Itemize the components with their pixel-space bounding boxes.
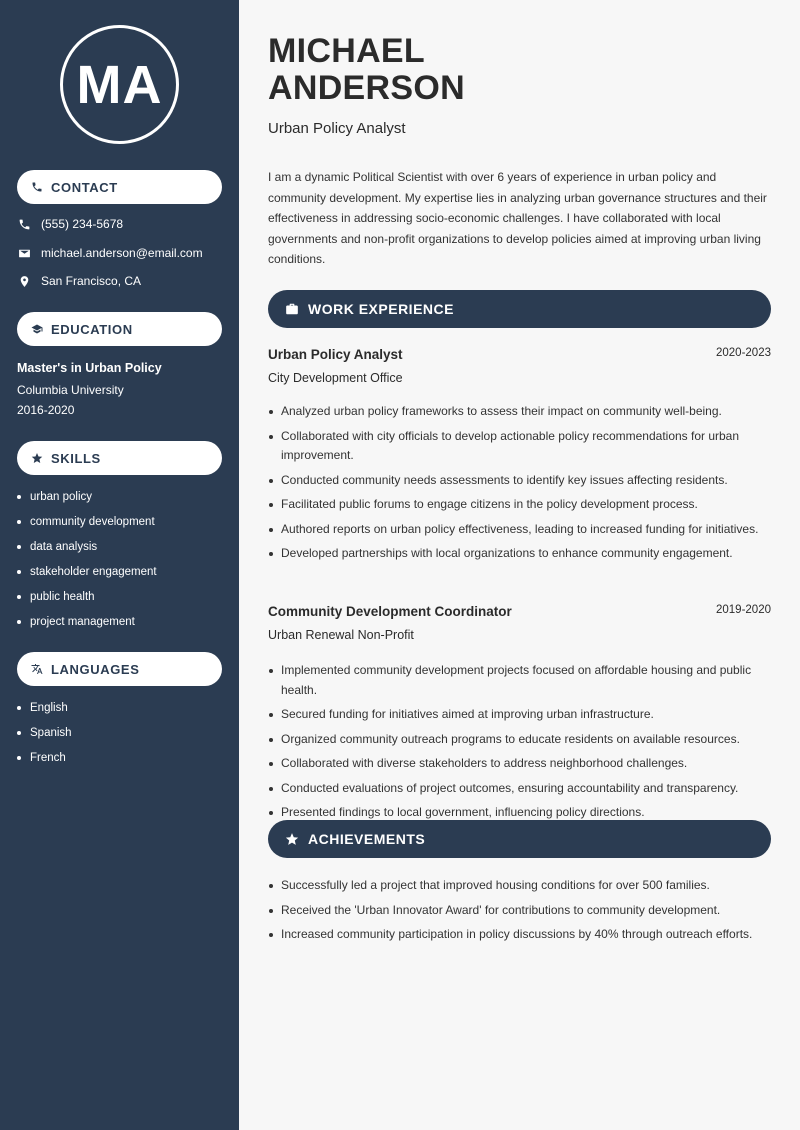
- education-years: 2016-2020: [17, 403, 75, 417]
- language-item: Spanish: [17, 720, 227, 745]
- skill-item: data analysis: [17, 534, 227, 559]
- list-item: Conducted evaluations of project outcomes, ensuring accountability and transparency.: [268, 779, 771, 799]
- job-organization: Urban Renewal Non-Profit: [268, 628, 414, 642]
- skill-item: project management: [17, 609, 227, 634]
- list-item: Analyzed urban policy frameworks to assess their impact on community well-being.: [268, 402, 771, 422]
- name-first: MICHAEL: [268, 32, 425, 70]
- job-title: Community Development Coordinator: [268, 604, 512, 619]
- phone-icon: [31, 181, 43, 193]
- phone-icon: [17, 217, 31, 231]
- location-pin-icon: [17, 274, 31, 288]
- list-item: Received the 'Urban Innovator Award' for contributions to community development.: [268, 901, 771, 921]
- list-item: Organized community outreach programs to educate residents on available resources.: [268, 730, 771, 750]
- full-name: [268, 33, 465, 107]
- achievements-heading: [268, 820, 771, 858]
- list-item: Collaborated with city officials to develop actionable policy recommendations for urban improvement.: [268, 427, 771, 466]
- skills-list: [17, 484, 227, 634]
- job-title: Urban Policy Analyst: [268, 347, 403, 362]
- education-entry: [17, 361, 227, 420]
- list-item: Facilitated public forums to engage citizens in the policy development process.: [268, 495, 771, 515]
- briefcase-icon: [285, 302, 299, 316]
- contact-email-text: michael.anderson@email.com: [41, 246, 203, 260]
- languages-list: [17, 695, 227, 770]
- star-icon: [31, 452, 43, 464]
- list-item: Successfully led a project that improved housing conditions for over 500 families.: [268, 876, 771, 896]
- sidebar: [0, 0, 239, 1130]
- list-item: Conducted community needs assessments to identify key issues affecting residents.: [268, 471, 771, 491]
- education-degree: Master's in Urban Policy: [17, 361, 162, 375]
- language-item: French: [17, 745, 227, 770]
- skill-item: stakeholder engagement: [17, 559, 227, 584]
- education-heading: [17, 312, 222, 346]
- list-item: Developed partnerships with local organizations to enhance community engagement.: [268, 544, 771, 564]
- skill-item: urban policy: [17, 484, 227, 509]
- list-item: Authored reports on urban policy effectiveness, leading to increased funding for initiatives.: [268, 520, 771, 540]
- avatar: MA: [60, 25, 179, 144]
- contact-location-text: San Francisco, CA: [41, 274, 142, 288]
- list-item: Implemented community development projects focused on affordable housing and public health.: [268, 661, 771, 700]
- list-item: Secured funding for initiatives aimed at improving urban infrastructure.: [268, 705, 771, 725]
- job-dates: 2019-2020: [716, 604, 771, 616]
- work-experience-heading-label: WORK EXPERIENCE: [308, 301, 454, 317]
- job-bullets: [268, 661, 771, 828]
- languages-heading-label: LANGUAGES: [51, 661, 140, 677]
- achievements-heading-label: ACHIEVEMENTS: [308, 831, 426, 847]
- skills-heading-label: SKILLS: [51, 450, 101, 466]
- contact-email[interactable]: [17, 246, 203, 260]
- work-experience-heading: [268, 290, 771, 328]
- achievements-list: [268, 876, 771, 950]
- job-bullets: [268, 402, 771, 569]
- education-school: Columbia University: [17, 383, 124, 397]
- contact-phone-text: (555) 234-5678: [41, 217, 124, 231]
- profile-summary: I am a dynamic Political Scientist with over 6 years of experience in urban policy and community development. My expertise lies in analyzing urban governance structures and their effectiveness in addressing socio-economic challenges. I have collaborated with local governments and non-profit organizations to develop policies aimed at improving urban living conditions.: [268, 170, 767, 266]
- education-heading-label: EDUCATION: [51, 321, 133, 337]
- contact-location: [17, 274, 141, 288]
- skills-heading: [17, 441, 222, 475]
- list-item: Increased community participation in policy discussions by 40% through outreach efforts.: [268, 925, 771, 945]
- contact-phone[interactable]: [17, 217, 123, 231]
- contact-heading: [17, 170, 222, 204]
- contact-heading-label: CONTACT: [51, 179, 118, 195]
- graduation-cap-icon: [31, 323, 43, 335]
- name-last: ANDERSON: [268, 69, 465, 107]
- list-item: Collaborated with diverse stakeholders to address neighborhood challenges.: [268, 754, 771, 774]
- skill-item: public health: [17, 584, 227, 609]
- star-icon: [285, 832, 299, 846]
- translate-icon: [31, 663, 43, 675]
- job-organization: City Development Office: [268, 371, 403, 385]
- job-dates: 2020-2023: [716, 347, 771, 359]
- list-item: Presented findings to local government, influencing policy directions.: [268, 803, 771, 823]
- language-item: English: [17, 695, 227, 720]
- languages-heading: [17, 652, 222, 686]
- skill-item: community development: [17, 509, 227, 534]
- envelope-icon: [17, 246, 31, 260]
- job-title-headline: Urban Policy Analyst: [268, 120, 406, 137]
